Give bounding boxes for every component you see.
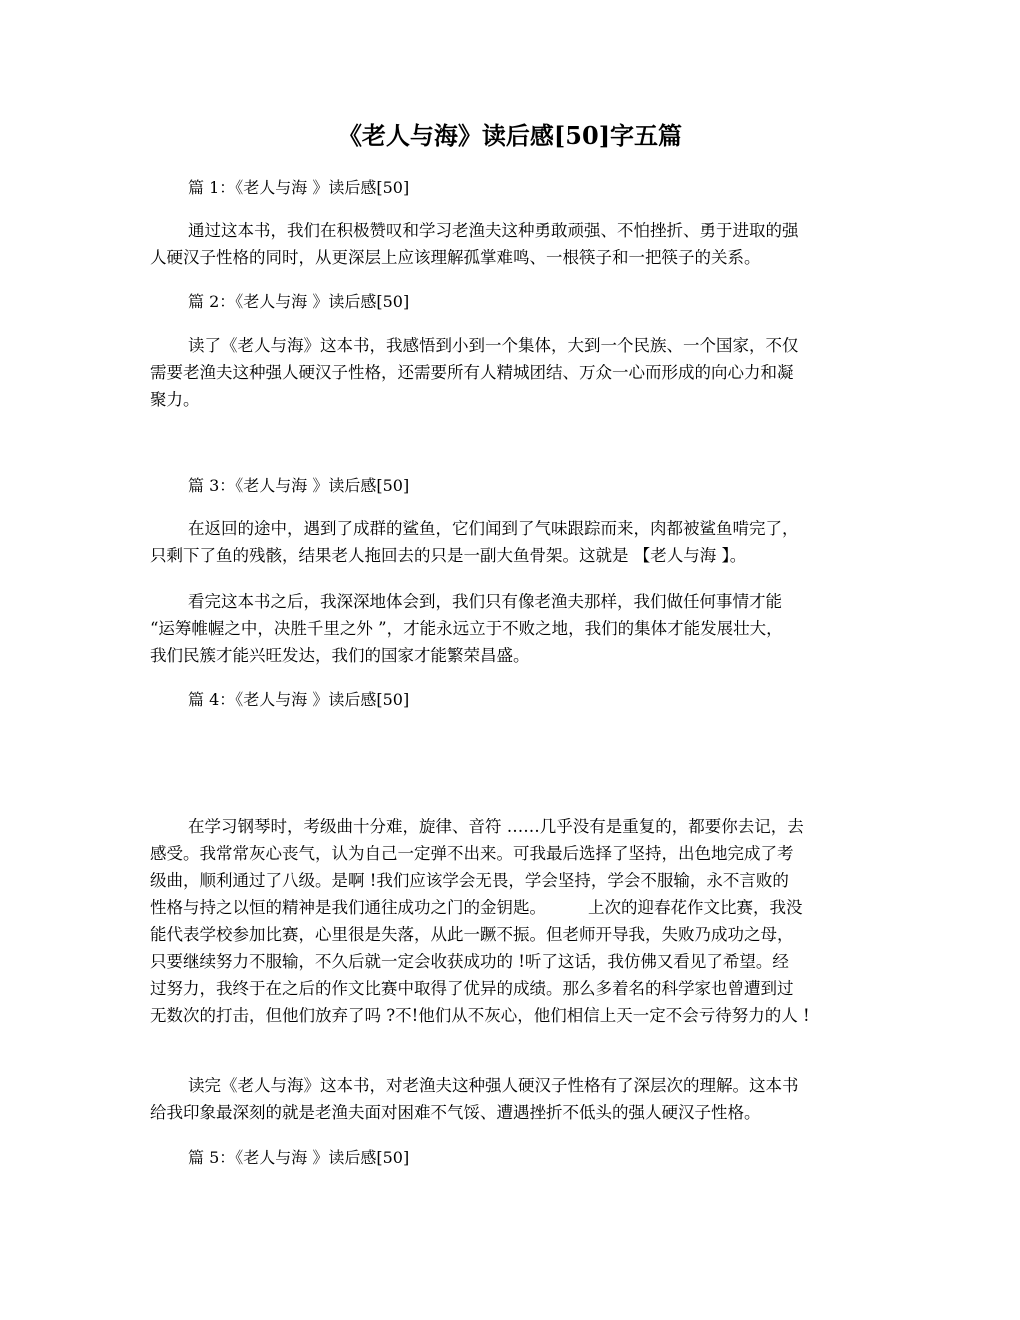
text-line: 读完《老人与海》这本书，对老渔夫这种强人硬汉子性格有了深层次的理解。这本书: [188, 1076, 799, 1095]
section-2-heading: 篇 2：《老人与海 》读后感[50]: [188, 292, 410, 311]
text-line: 看完这本书之后，我深深地体会到，我们只有像老渔夫那样，我们做任何事情才能: [188, 592, 782, 611]
section-3-heading: 篇 3：《老人与海 》读后感[50]: [188, 476, 410, 495]
section-5-heading: 篇 5：《老人与海 》读后感[50]: [188, 1148, 410, 1167]
section-1-heading: 篇 1：《老人与海 》读后感[50]: [188, 178, 410, 197]
text-line: 在学习钢琴时，考级曲十分难，旋律、音符 ……几乎没有是重复的，都要你去记，去: [188, 817, 804, 836]
text-line: 聚力。: [150, 390, 200, 409]
text-line: 人硬汉子性格的同时，从更深层上应该理解孤掌难鸣、一根筷子和一把筷子的关系。: [150, 248, 761, 267]
section-3-paragraph-2: [150, 588, 870, 669]
text-line: 级曲，顺利通过了八级。是啊 !我们应该学会无畏，学会坚持，学会不服输，永不言败的: [150, 871, 789, 890]
text-line: “运筹帷幄之中，决胜千里之外 ”，才能永远立于不败之地，我们的集体才能发展壮大，: [150, 619, 783, 638]
text-line: 需要老渔夫这种强人硬汉子性格，还需要所有人精城团结、万众一心而形成的向心力和凝: [150, 363, 794, 382]
text-line: 感受。我常常灰心丧气，认为自己一定弹不出来。可我最后选择了坚持，出色地完成了考: [150, 844, 794, 863]
section-1-paragraph-1: [150, 217, 870, 271]
section-4-paragraph-2: [150, 1072, 870, 1126]
section-4-heading: 篇 4：《老人与海 》读后感[50]: [188, 690, 410, 709]
text-line: 给我印象最深刻的就是老渔夫面对困难不气馁、遭遇挫折不低头的强人硬汉子性格。: [150, 1103, 761, 1122]
text-line: 通过这本书，我们在积极赞叹和学习老渔夫这种勇敢顽强、不怕挫折、勇于进取的强: [188, 221, 799, 240]
text-line: 只要继续努力不服输，不久后就一定会收获成功的 !听了这话，我仿佛又看见了希望。经: [150, 952, 789, 971]
section-2-paragraph-1: [150, 332, 870, 413]
section-4-paragraph-1: [150, 813, 870, 1029]
text-line: 能代表学校参加比赛，心里很是失落，从此一蹶不振。但老师开导我，失败乃成功之母，: [150, 925, 794, 944]
text-line: 只剩下了鱼的残骸，结果老人拖回去的只是一副大鱼骨架。这就是 【老人与海 】。: [150, 546, 747, 565]
document-title: 《老人与海》读后感[50]字五篇: [337, 121, 683, 150]
text-line: 我们民簇才能兴旺发达，我们的国家才能繁荣昌盛。: [150, 646, 530, 665]
text-line: 无数次的打击，但他们放弃了吗 ?不!他们从不灰心，他们相信上天一定不会亏待努力的人 !: [150, 1006, 810, 1025]
text-line: 过努力，我终于在之后的作文比赛中取得了优异的成绩。那么多着名的科学家也曾遭到过: [150, 979, 794, 998]
section-3-paragraph-1: [150, 515, 870, 569]
text-line: 读了《老人与海》这本书，我感悟到小到一个集体，大到一个民族、一个国家，不仅: [188, 336, 799, 355]
text-line: 在返回的途中，遇到了成群的鲨鱼，它们闻到了气味跟踪而来，肉都被鲨鱼啃完了，: [188, 519, 799, 538]
text-line: 性格与持之以恒的精神是我们通往成功之门的金钥匙。 上次的迎春花作文比赛，我没: [150, 898, 803, 917]
